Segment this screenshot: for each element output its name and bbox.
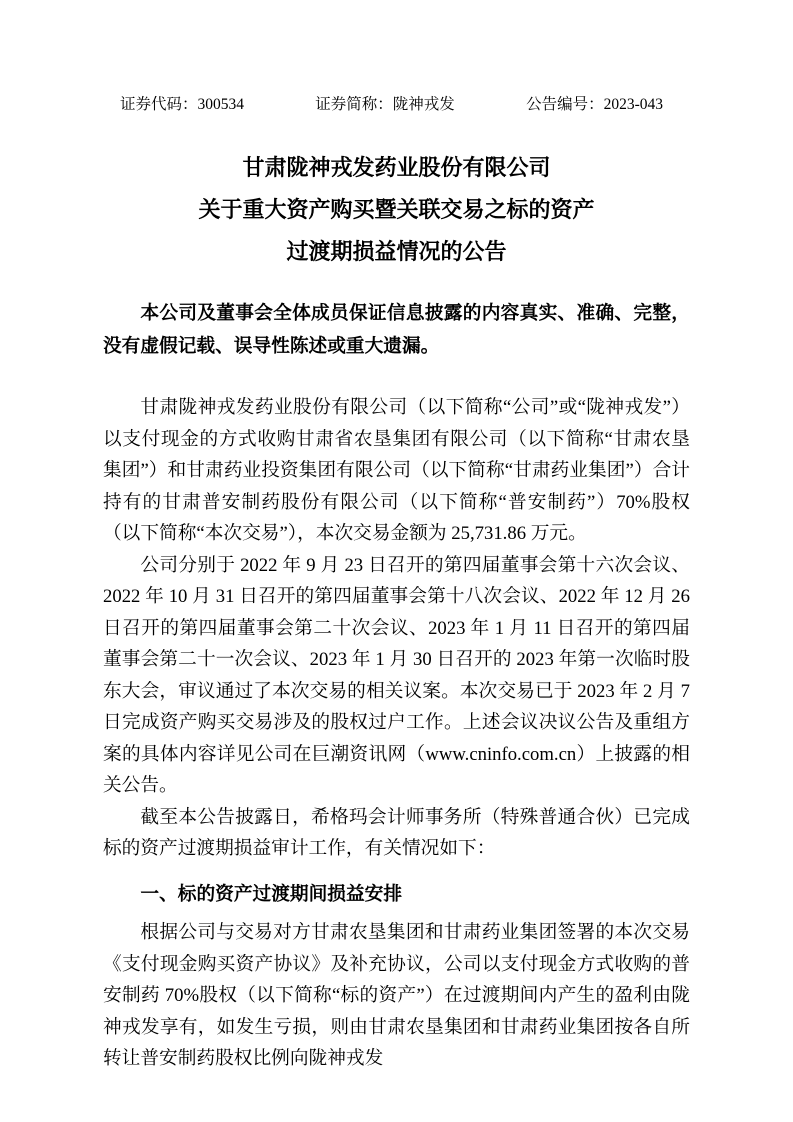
intro-paragraph-transaction: 甘肃陇神戎发药业股份有限公司（以下简称“公司”或“陇神戎发”）以支付现金的方式收购甘肃省农垦集团有限公司（以下简称“甘肃农垦集团”）和甘肃药业投资集团有限公司（以下简称“甘肃药业集团”）合计持有的甘肃普安制药股份有限公司（以下简称“普安制药”）70%股权（以下简称“本次交易”），本次交易金额为 25,731.86 万元。	[103, 397, 690, 544]
intro-paragraph-meetings: 公司分别于 2022 年 9 月 23 日召开的第四届董事会第十六次会议、2022 年 10 月 31 日召开的第四届董事会第十八次会议、2022 年 12 月 26 日召开的第四届董事会第二十次会议、2023 年 1 月 11 日召开的第四届董事会第二十一次会议、2023 年 1 月 30 日召开的 2023 年第一次临时股东大会，审议通过了本次交易的相关议案。本次交易已于 2023 年 2 月 7 日完成资产购买交易涉及的股权过户工作。上述会议决议公告及重组方案的具体内容详见公司在巨潮资讯网（www.cninfo.com.cn）上披露的相关公告。	[103, 554, 690, 796]
announcement-number: 公告编号：2023-043	[526, 96, 663, 113]
page-content	[103, 95, 690, 1075]
board-declaration: 本公司及董事会全体成员保证信息披露的内容真实、准确、完整，没有虚假记载、误导性陈述或重大遗漏。	[103, 303, 690, 357]
stock-code: 证券代码：300534	[120, 96, 245, 113]
title-line-company: 甘肃陇神戎发药业股份有限公司	[242, 155, 551, 180]
document-title	[103, 147, 690, 273]
intro-paragraph-audit: 截至本公告披露日，希格玛会计师事务所（特殊普通合伙）已完成标的资产过渡期损益审计工作，有关情况如下：	[103, 806, 690, 859]
section1-paragraph-arrangement: 根据公司与交易对方甘肃农垦集团和甘肃药业集团签署的本次交易《支付现金购买资产协议》及补充协议，公司以支付现金方式收购的普安制药 70%股权（以下简称“标的资产”）在过渡期间内产生的盈利由陇神戎发享有，如发生亏损，则由甘肃农垦集团和甘肃药业集团按各自所转让普安制药股权比例向陇神戎发	[103, 922, 690, 1069]
document-header	[103, 95, 690, 115]
title-line-subject: 关于重大资产购买暨关联交易之标的资产	[198, 197, 595, 222]
title-line-type: 过渡期损益情况的公告	[286, 239, 507, 264]
section-heading-1: 一、标的资产过渡期间损益安排	[140, 883, 403, 905]
stock-abbreviation: 证券简称：陇神戎发	[315, 96, 455, 113]
